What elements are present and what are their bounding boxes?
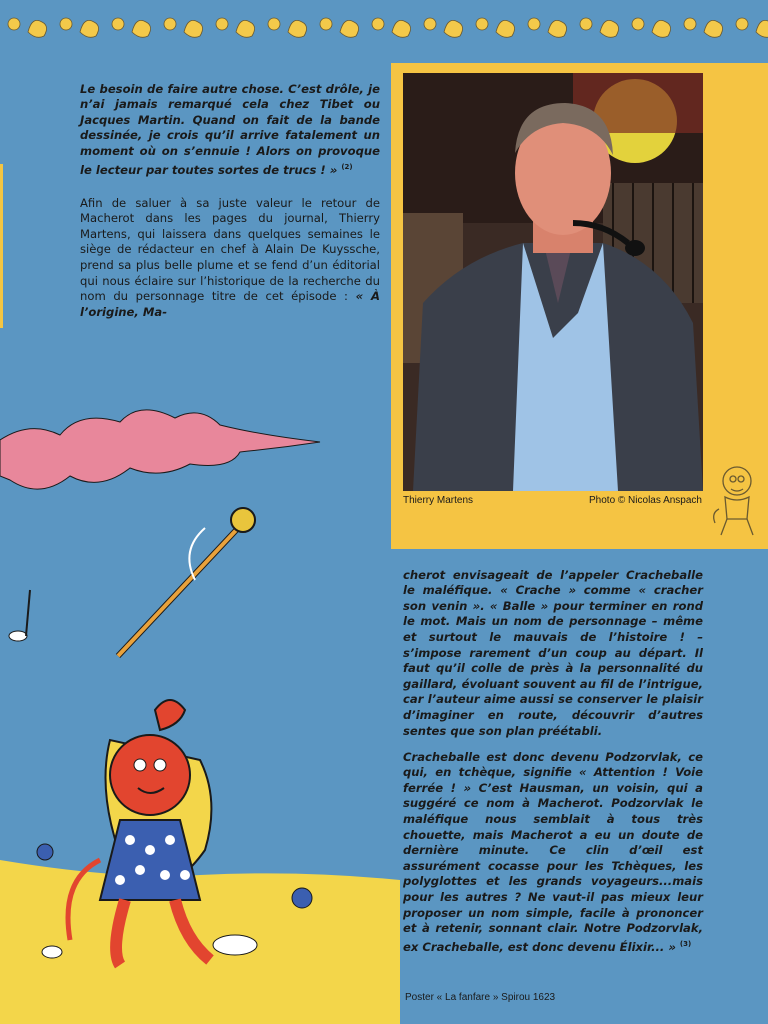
border-motif-icon	[628, 12, 678, 42]
comic-illustration	[0, 380, 400, 1024]
photo-caption-credit: Photo © Nicolas Anspach	[589, 495, 702, 506]
border-motif-icon	[732, 12, 768, 42]
border-motif-icon	[368, 12, 418, 42]
border-motif-icon	[160, 12, 210, 42]
photo-frame	[391, 63, 768, 549]
border-motif-icon	[212, 12, 262, 42]
mascot-sketch	[709, 463, 761, 543]
photo-caption-name: Thierry Martens	[403, 495, 474, 506]
border-motif-icon	[264, 12, 314, 42]
border-motif-icon	[524, 12, 574, 42]
portrait-photo	[403, 73, 703, 491]
footnote-ref: (2)	[341, 162, 353, 171]
border-motif-icon	[316, 12, 366, 42]
border-motif-icon	[680, 12, 730, 42]
decorative-border	[0, 0, 768, 48]
border-motif-icon	[472, 12, 522, 42]
border-motif-icon	[576, 12, 626, 42]
footnote-ref: (3)	[679, 939, 692, 948]
history-paragraph: cherot envisageait de l’appeler Cracheballe le maléfique. « Crache » comme « cracher son venin ». « Balle » pour terminer en rond le mot. Mais un nom de personnage – même et surtout le mauvais de l’histoire ! – s’impose rarement d’un coup au départ. Il faut qu’il colle de près à la personnalité du gaillard, évoluant souvent au fil de l’intrigue, car l’auteur aime aussi se conserver le plaisir d’imaginer en route, découvrir d’autres sentes que son plan préétabli.	[403, 567, 703, 738]
border-motif-icon	[4, 12, 54, 42]
page-footer: Poster « La fanfare » Spirou 1623	[405, 992, 556, 1003]
left-accent-bar	[0, 164, 3, 328]
border-motif-icon	[56, 12, 106, 42]
quote-paragraph: Le besoin de faire autre chose. C’est drôle, je n’ai jamais remarqué cela chez Tibet ou Jacques Martin. Quand on fait de la bande dessinée, je crois qu’il arrive fatalement un moment où on s’ennuie ! Alors on provoque le lecteur par toutes sortes de trucs ! » $^{(2)}$	[80, 81, 380, 177]
intro-paragraph: Afin de saluer à sa juste valeur le retour de Macherot dans les pages du journal, Thierry Martens, qui laissera dans quelques semaines le siège de rédacteur en chef à Alain De Kuyssche, prend sa plus belle plume et se fend d’un éditorial qui nous éclaire sur l’historique de la recherche du nom du personnage titre de cet épisode : « À l’origine, Ma-	[80, 195, 381, 319]
border-motif-icon	[108, 12, 158, 42]
name-origin-paragraph: Cracheballe est donc devenu Podzorvlak, ce qui, en tchèque, signifie « Attention ! Voie ferrée ! » C’est Hausman, un voisin, qui a suggéré ce nom à Macherot. Podzorvlak le maléfique nous semblait à tous très chouette, mais Macherot a eu un doute de dernière minute. Ce clin d’œil est assurément cocasse pour les Tchèques, les polyglottes et les grands voyageurs...mais pour les autres ? Ne vaut-il pas mieux leur proposer un nom simple, facile à prononcer et à retenir, sonnant clair. Notre Podzorvlak, ex Cracheballe, est donc devenu Élixir... » $^{(3)}$	[403, 749, 703, 954]
border-motif-icon	[420, 12, 470, 42]
